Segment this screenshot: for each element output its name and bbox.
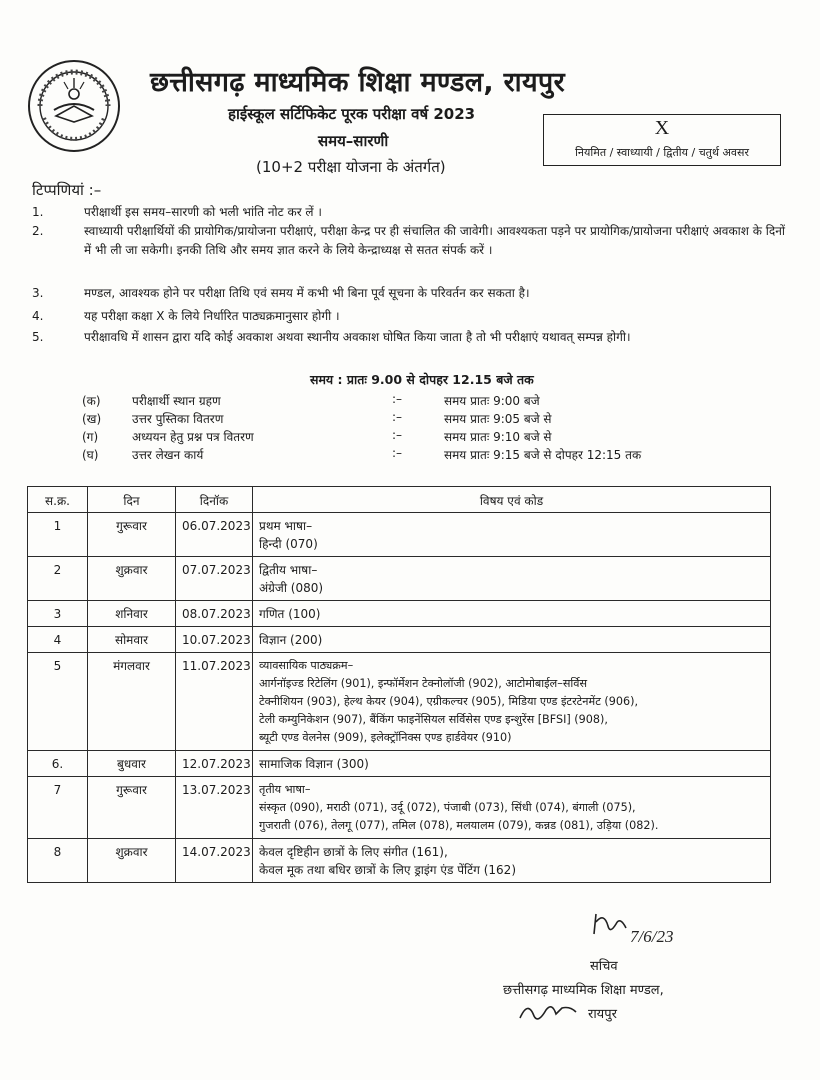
subject-line: केवल दृष्टिहीन छात्रों के लिए संगीत (161),	[259, 845, 448, 859]
notes-heading: टिप्पणियां :–	[32, 181, 102, 199]
table-row	[28, 777, 771, 839]
exam-day: शुक्रवार	[88, 839, 176, 883]
timing-mark: (ख)	[82, 412, 102, 426]
timing-time: समय प्रातः 9:15 बजे से दोपहर 12:15 तक	[444, 448, 642, 462]
exam-day: शुक्रवार	[88, 557, 176, 601]
note-text: परीक्षावधि में शासन द्वारा यदि कोई अवकाश अथवा स्थानीय अवकाश घोषित किया जाता है तो भी परीक्षाएं यथावत् सम्पन्न होगी।	[84, 330, 631, 344]
table-row	[28, 653, 771, 751]
subject-line: तृतीय भाषा–	[259, 783, 311, 796]
class-label: X	[654, 117, 670, 139]
exam-date: 13.07.2023	[176, 777, 253, 839]
subject-line: टेक्नीशियन (903), हेल्थ केयर (904), एग्रीकल्चर (905), मिडिया एण्ड इंटरटेनमेंट (906),	[259, 695, 639, 708]
serial-number: 7	[28, 777, 88, 839]
timetable-title: समय–सारणी	[318, 132, 389, 150]
note-number: 4.	[32, 309, 44, 323]
column-header-date: दिनॉक	[176, 487, 253, 513]
note-text: स्वाध्यायी परीक्षार्थियों की प्रायोगिक/प्रायोजना परीक्षाएं, परीक्षा केन्द्र पर ही संचालित की जावेगी। आवश्यकता पड़ने पर प्रायोगिक/प्रायोजना परीक्षाएं अवकाश के दिनों में भी ली जा सकेगी। इनकी तिथि और समय ज्ञात करने के लिये केन्द्राध्यक्ष से सतत संपर्क करें ।	[84, 224, 786, 257]
subject-line: संस्कृत (090), मराठी (071), उर्दू (072), पंजाबी (073), सिंधी (074), बंगाली (075),	[259, 801, 636, 814]
timing-mark: (घ)	[82, 448, 99, 462]
exam-schedule-table	[27, 486, 771, 883]
timing-activity: उत्तर पुस्तिका वितरण	[132, 412, 224, 426]
note-text: यह परीक्षा कक्षा X के लिये निर्धारित पाठ्यक्रमानुसार होगी ।	[84, 309, 340, 323]
exam-date: 10.07.2023	[176, 627, 253, 653]
serial-number: 6.	[28, 751, 88, 777]
exam-day: मंगलवार	[88, 653, 176, 751]
subject-cell	[253, 557, 771, 601]
subject-cell	[253, 751, 771, 777]
subject-line: द्वितीय भाषा–	[259, 563, 318, 577]
serial-number: 8	[28, 839, 88, 883]
table-row	[28, 513, 771, 557]
timing-activity: अध्ययन हेतु प्रश्न पत्र वितरण	[132, 430, 254, 444]
table-row	[28, 627, 771, 653]
exam-date: 11.07.2023	[176, 653, 253, 751]
timing-row	[82, 392, 722, 410]
serial-number: 5	[28, 653, 88, 751]
timing-time: समय प्रातः 9:10 बजे से	[444, 430, 552, 444]
timing-mark: (ग)	[82, 430, 99, 444]
note-item	[32, 328, 792, 347]
board-name: छत्तीसगढ़ माध्यमिक शिक्षा मण्डल, रायपुर	[150, 67, 565, 98]
subject-cell	[253, 653, 771, 751]
subject-cell	[253, 839, 771, 883]
table-header-row	[28, 487, 771, 513]
serial-number: 2	[28, 557, 88, 601]
table-row	[28, 557, 771, 601]
timing-row	[82, 410, 722, 428]
timing-dash: :–	[392, 428, 403, 442]
timing-row	[82, 446, 722, 464]
exam-day: सोमवार	[88, 627, 176, 653]
subject-cell	[253, 601, 771, 627]
note-text: परीक्षार्थी इस समय–सारणी को भली भांति नोट कर लें ।	[84, 205, 322, 219]
handwritten-initials	[516, 998, 586, 1026]
candidate-types: नियमित / स्वाध्यायी / द्वितीय / चतुर्थ अवसर	[575, 146, 749, 159]
subject-line: केवल मूक तथा बधिर छात्रों के लिए ड्राइंग एंड पेंटिंग (162)	[259, 863, 517, 877]
subject-cell	[253, 513, 771, 557]
subject-line: सामाजिक विज्ञान (300)	[259, 757, 369, 771]
column-header-subject: विषय एवं कोड	[253, 487, 771, 513]
board-seal-icon	[26, 58, 122, 154]
exam-date: 08.07.2023	[176, 601, 253, 627]
exam-date: 07.07.2023	[176, 557, 253, 601]
subject-line: ब्यूटी एण्ड वेलनेस (909), इलेक्ट्रॉनिक्स एण्ड हार्डवेयर (910)	[259, 731, 512, 744]
exam-title: हाईस्कूल सर्टिफिकेट पूरक परीक्षा वर्ष 2023	[228, 105, 476, 123]
subject-line: गुजराती (076), तेलगू (077), तमिल (078), मलयालम (079), कन्नड (081), उड़िया (082).	[259, 819, 659, 832]
handwritten-signature	[586, 904, 726, 954]
note-number: 3.	[32, 286, 44, 300]
serial-number: 3	[28, 601, 88, 627]
subject-line: व्यावसायिक पाठ्यक्रम–	[259, 659, 354, 672]
signatory-place: रायपुर	[588, 1007, 617, 1022]
serial-number: 1	[28, 513, 88, 557]
timing-dash: :–	[392, 410, 403, 424]
note-item	[32, 307, 792, 326]
signatory-board: छत्तीसगढ़ माध्यमिक शिक्षा मण्डल,	[503, 983, 664, 998]
note-item	[32, 203, 792, 222]
subject-line: गणित (100)	[259, 607, 321, 621]
timing-dash: :–	[392, 446, 403, 460]
timing-activity: उत्तर लेखन कार्य	[132, 448, 204, 462]
signatory-title: सचिव	[590, 959, 618, 974]
timing-mark: (क)	[82, 394, 101, 408]
note-number: 2.	[32, 224, 44, 238]
subject-line: प्रथम भाषा–	[259, 519, 313, 533]
table-row	[28, 839, 771, 883]
subject-cell	[253, 627, 771, 653]
subject-line: टेली कम्युनिकेशन (907), बैंकिंग फाइनेंसियल सर्विसेस एण्ड इन्शुरेंस [BFSI] (908),	[259, 713, 608, 726]
scheme-subtitle: (10+2 परीक्षा योजना के अंतर्गत)	[256, 158, 446, 176]
subject-line: आर्गनॉइज्ड रिटेलिंग (901), इन्फॉर्मेशन टेक्नोलॉजी (902), आटोमोबाईल–सर्विस	[259, 677, 588, 690]
exam-day: बुधवार	[88, 751, 176, 777]
exam-day: शनिवार	[88, 601, 176, 627]
timing-row	[82, 428, 722, 446]
subject-line: विज्ञान (200)	[259, 633, 323, 647]
timing-time: समय प्रातः 9:05 बजे से	[444, 412, 552, 426]
subject-line: हिन्दी (070)	[259, 537, 318, 551]
subject-cell	[253, 777, 771, 839]
exam-day: गुरूवार	[88, 777, 176, 839]
column-header-day: दिन	[88, 487, 176, 513]
exam-day: गुरूवार	[88, 513, 176, 557]
timing-dash: :–	[392, 392, 403, 406]
timing-activity: परीक्षार्थी स्थान ग्रहण	[132, 394, 221, 408]
handwritten-date: 7/6/23	[630, 927, 674, 946]
note-number: 1.	[32, 205, 44, 219]
table-row	[28, 751, 771, 777]
note-number: 5.	[32, 330, 44, 344]
exam-date: 06.07.2023	[176, 513, 253, 557]
table-row	[28, 601, 771, 627]
column-header-sno: स.क्र.	[28, 487, 88, 513]
timing-time: समय प्रातः 9:00 बजे	[444, 394, 540, 408]
exam-date: 12.07.2023	[176, 751, 253, 777]
note-item	[32, 284, 792, 303]
exam-date: 14.07.2023	[176, 839, 253, 883]
note-text: मण्डल, आवश्यक होने पर परीक्षा तिथि एवं समय में कभी भी बिना पूर्व सूचना के परिवर्तन कर सकता है।	[84, 286, 530, 300]
class-box	[543, 114, 781, 166]
subject-line: अंग्रेजी (080)	[259, 581, 324, 595]
serial-number: 4	[28, 627, 88, 653]
timing-heading: समय : प्रातः 9.00 से दोपहर 12.15 बजे तक	[310, 372, 534, 387]
note-item	[32, 222, 792, 260]
